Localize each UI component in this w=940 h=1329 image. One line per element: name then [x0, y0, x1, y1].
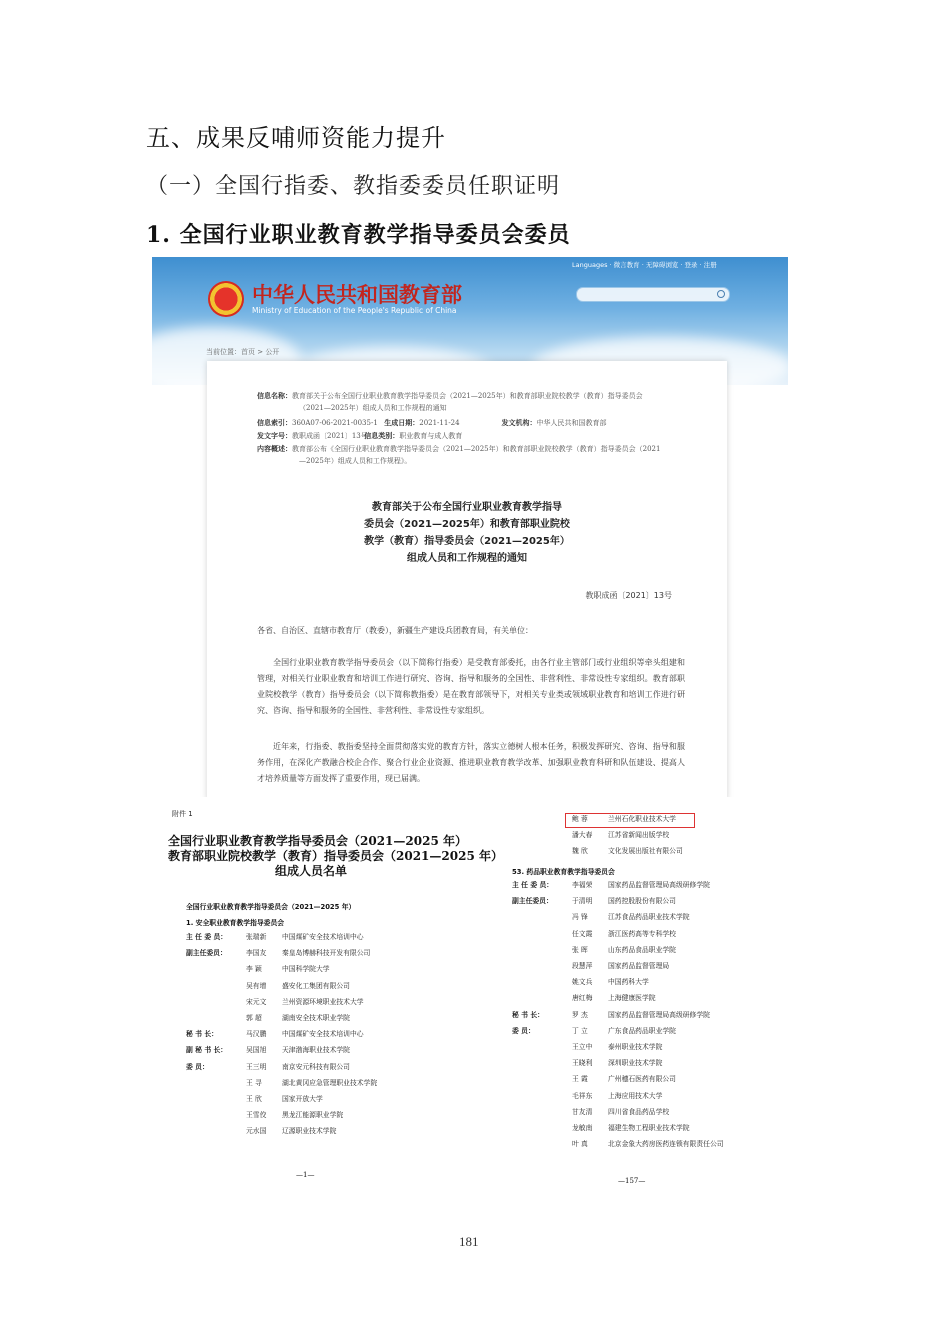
member-row: [512, 897, 676, 906]
member-row: [512, 930, 676, 939]
member-row: [512, 847, 683, 856]
member-row: [512, 881, 710, 890]
search-icon[interactable]: [717, 290, 725, 298]
member-role: 副主任委员：: [186, 949, 227, 958]
member-row: [186, 1095, 323, 1104]
member-org: 国家开放大学: [282, 1095, 323, 1103]
committee-section-title: 全国行业职业教育教学指导委员会（2021—2025 年）: [186, 903, 356, 911]
member-name: 叶 真: [572, 1140, 588, 1149]
meta-label: 信息名称：: [257, 391, 292, 400]
member-org: 中国煤矿安全技术培训中心: [282, 1030, 364, 1039]
meta-label: 内容概述：: [257, 444, 292, 453]
member-name: 毛祥东: [572, 1091, 593, 1100]
member-row: [512, 1059, 662, 1068]
member-row: [512, 1043, 662, 1052]
meta-value: 2021-11-24: [419, 419, 460, 427]
member-org: 兰州资源环境职业技术大学: [282, 997, 364, 1006]
member-org: 中国药科大学: [608, 978, 649, 987]
member-name: 宋元文: [246, 997, 267, 1006]
member-row: [186, 1079, 377, 1088]
member-name: 王 寻: [246, 1078, 262, 1087]
member-row: [186, 949, 370, 958]
meta-value: 360A07-06-2021-0035-1: [292, 419, 378, 427]
meta-value: 教育部公布《全国行业职业教育教学指导委员会（2021—2025年）和教育部职业院校教学（教育）指导委员会（2021: [292, 445, 661, 453]
notice-title: [207, 499, 727, 567]
meta-value: 教育部关于公布全国行业职业教育教学指导委员会（2021—2025年）和教育部职业院校教学（教育）指导委员会: [292, 392, 643, 400]
list-title: [168, 834, 503, 879]
member-row: [512, 831, 669, 840]
member-org: 天津渤海职业技术学院: [282, 1046, 350, 1055]
member-name: 王 霞: [572, 1075, 588, 1084]
member-name: 于清明: [572, 897, 593, 906]
member-org: 盛安化工集团有限公司: [282, 981, 350, 990]
member-role: 委 员：: [512, 1026, 535, 1035]
notice-salutation: 各省、自治区、直辖市教育厅（教委），新疆生产建设兵团教育局，有关单位：: [257, 626, 533, 635]
member-name: 段慧萍: [572, 962, 593, 970]
notice-paragraph-1: 全国行业职业教育教学指导委员会（以下简称行指委）是受教育部委托，由各行业主管部门或行业组织等牵头组建和管理，对相关行业职业教育和培训工作进行研究、咨询、指导和服务的全国性、非营利性、非常设性专家组织。教育部职业院校教学（教育）指导委员会（以下简称教指委）是在教育部领导下，对相关专业类或领域职业教育和培训工作进行研究、咨询、指导和服务的全国性、非营利性、非常设性专家组织。: [257, 658, 685, 715]
member-org: 深圳职业技术学院: [608, 1059, 663, 1068]
notice-title-line: 组成人员和工作规程的通知: [407, 553, 527, 564]
meta-summary-cont: —2025年）组成人员和工作规程》。: [299, 457, 412, 465]
member-name: 李 颖: [246, 965, 262, 974]
member-role: 副主任委员：: [512, 897, 553, 906]
member-role: 秘 书 长：: [186, 1030, 218, 1039]
member-row: [186, 933, 364, 942]
meta-label: 信息索引：: [257, 418, 292, 427]
member-row: [512, 1011, 710, 1020]
member-row: [512, 1075, 676, 1084]
member-org: 山东药品食品职业学院: [608, 945, 676, 954]
member-name: 任文霞: [572, 929, 593, 938]
meta-docno-row: [257, 431, 462, 441]
meta-index-row: [257, 418, 606, 428]
meta-label: 生成日期：: [384, 418, 420, 427]
notice-doc-number: 教职成函〔2021〕13号: [585, 591, 672, 600]
member-role: 委 员：: [186, 1062, 209, 1071]
member-org: 秦皇岛博赫科技开发有限公司: [282, 949, 371, 958]
notice-title-line: 委员会（2021—2025年）和教育部职业院校: [364, 519, 570, 530]
moe-website-screenshot: [152, 257, 788, 797]
member-role: 主 任 委 员：: [186, 933, 228, 941]
notice-paragraph-2: 近年来，行指委、教指委坚持全面贯彻落实党的教育方针，落实立德树人根本任务，积极发挥研究、咨询、指导和服务作用，在深化产教融合校企合作、聚合行业企业资源、推进职业教育教学改革、加强职业教育科研和队伍建设、提高人才培养质量等方面发挥了重要作用，现已届满。: [257, 742, 685, 783]
member-name: 王立中: [572, 1043, 593, 1051]
highlight-box: [565, 813, 695, 828]
member-row: [512, 1108, 669, 1117]
member-org: 江苏食品药品职业技术学院: [608, 913, 690, 922]
member-row: [512, 913, 690, 922]
meta-name-cont: （2021—2025年）组成人员和工作规程的通知: [299, 404, 447, 412]
member-name: 王雪佼: [246, 1111, 267, 1120]
member-org: 兰州石化职业技术大学: [608, 815, 676, 823]
member-name: 马汉鹏: [246, 1030, 267, 1039]
member-name: 魏 欣: [572, 847, 588, 856]
notice-title-line: 教学（教育）指导委员会（2021—2025年）: [364, 536, 570, 547]
member-org: 国家药品监督管理局: [608, 962, 670, 970]
member-name: 吴国旭: [246, 1046, 267, 1055]
list-title-line: 教育部职业院校教学（教育）指导委员会（2021—2025 年）: [168, 849, 503, 863]
member-name: 王 欣: [246, 1095, 262, 1103]
member-org: 浙江医药高等专科学校: [608, 929, 676, 938]
member-name: 潘大春: [572, 831, 593, 840]
member-org: 中国科学院大学: [282, 965, 330, 974]
member-row: [186, 1111, 343, 1120]
member-org: 南京安元科技有限公司: [282, 1062, 350, 1071]
member-row: [512, 1124, 690, 1133]
member-name: 罗 杰: [572, 1010, 588, 1019]
member-name: 吴有增: [246, 981, 267, 990]
member-org: 广州穗石医药有限公司: [608, 1075, 676, 1084]
meta-value: 教职成函〔2021〕13号: [292, 432, 368, 440]
member-name: 王三明: [246, 1062, 267, 1071]
attachment-label: 附件 1: [172, 810, 193, 818]
member-org: 上海应用技术大学: [608, 1091, 663, 1100]
member-name: 甘友清: [572, 1107, 593, 1116]
meta-value: 中华人民共和国教育部: [536, 419, 607, 427]
meta-label: 发文机构：: [501, 418, 537, 427]
item-heading: 1. 全国行业职业教育教学指导委员会委员: [146, 222, 571, 248]
member-org: 国家药品监督管理局高级研修学院: [608, 881, 710, 889]
member-row: [512, 1092, 662, 1101]
member-name: 元水国: [246, 1127, 267, 1136]
meta-name-row: [257, 391, 643, 401]
member-org: 广东食品药品职业学院: [608, 1026, 676, 1035]
member-role: 副 秘 书 长：: [186, 1046, 228, 1055]
member-row: [186, 1014, 350, 1023]
member-org: 上海健康医学院: [608, 994, 656, 1003]
member-name: 李福荣: [572, 881, 593, 889]
notice-card: [207, 361, 727, 797]
member-name: 姚文兵: [572, 978, 593, 987]
member-org: 湖北黄冈应急管理职业技术学院: [282, 1078, 378, 1087]
national-emblem-icon: [208, 281, 244, 317]
member-row: [186, 1030, 364, 1039]
list-title-line: 全国行业职业教育教学指导委员会（2021—2025 年）: [168, 834, 467, 848]
member-row: [512, 1140, 724, 1149]
meta-label: 发文字号：: [257, 431, 292, 440]
member-org: 江苏省新闻出版学校: [608, 831, 670, 840]
member-role: 主 任 委 员：: [512, 881, 554, 889]
member-row: [186, 1063, 350, 1072]
member-org: 泰州职业技术学院: [608, 1043, 663, 1051]
member-name: 张 晖: [572, 945, 588, 954]
member-name: 丁 立: [572, 1026, 588, 1035]
member-row: [512, 994, 656, 1003]
member-org: 北京金象大药房医药连锁有限责任公司: [608, 1140, 724, 1149]
meta-summary-row: [257, 444, 660, 454]
list-title-line: 组成人员名单: [274, 864, 347, 878]
member-name: 李国友: [246, 949, 267, 958]
member-name: 郭 超: [246, 1014, 262, 1022]
member-name: 鲍 蓉: [572, 815, 588, 823]
member-org: 黑龙江能源职业学院: [282, 1111, 344, 1120]
breadcrumb: 当前位置：首页 > 公开: [206, 348, 280, 356]
committee-subsection-title: 1. 安全职业教育教学指导委员会: [186, 919, 285, 927]
member-role: 秘 书 长：: [512, 1010, 544, 1019]
member-row: [512, 946, 676, 955]
left-page-number: —1—: [296, 1171, 315, 1179]
member-name: 龙敏南: [572, 1124, 593, 1132]
notice-title-line: 教育部关于公布全国行业职业教育教学指导: [372, 502, 562, 513]
moe-site-subtitle: Ministry of Education of the People's Republic of China: [252, 306, 457, 315]
meta-value: 职业教育与成人教育: [399, 432, 463, 440]
moe-top-nav[interactable]: Languages · 微言教育 · 无障碍浏览 · 登录 · 注册: [572, 261, 717, 269]
member-row: [512, 962, 669, 971]
member-row: [512, 1027, 676, 1036]
member-name: 唐红梅: [572, 994, 593, 1003]
meta-label: 信息类别：: [364, 431, 400, 440]
moe-search-input[interactable]: [576, 287, 730, 302]
member-org: 四川省食品药品学校: [608, 1107, 670, 1116]
member-name: 王晓利: [572, 1059, 593, 1068]
member-org: 辽源职业技术学院: [282, 1127, 337, 1136]
member-row: [512, 978, 649, 987]
moe-site-title: 中华人民共和国教育部: [252, 283, 462, 307]
member-row: [186, 1127, 336, 1136]
member-row: [186, 1046, 350, 1055]
page-number: 181: [459, 1234, 479, 1249]
member-name: 张瑞新: [246, 933, 267, 941]
member-org: 国药控股股份有限公司: [608, 897, 676, 906]
committee-subsection-title: 53. 药品职业教育教学指导委员会: [512, 868, 615, 876]
member-row: [186, 965, 330, 974]
section-heading: 五、成果反哺师资能力提升: [146, 124, 446, 152]
member-row: [186, 982, 350, 991]
right-page-number: —157—: [618, 1177, 646, 1185]
member-name: 冯 锋: [572, 913, 588, 922]
subsection-heading: （一）全国行指委、教指委委员任职证明: [146, 174, 561, 199]
member-org: 国家药品监督管理局高级研修学院: [608, 1010, 710, 1019]
member-org: 文化发展出版社有限公司: [608, 847, 683, 856]
member-org: 中国煤矿安全技术培训中心: [282, 933, 364, 941]
member-org: 湖南安全技术职业学院: [282, 1014, 350, 1022]
member-row: [186, 998, 364, 1007]
member-org: 福建生物工程职业技术学院: [608, 1124, 690, 1132]
